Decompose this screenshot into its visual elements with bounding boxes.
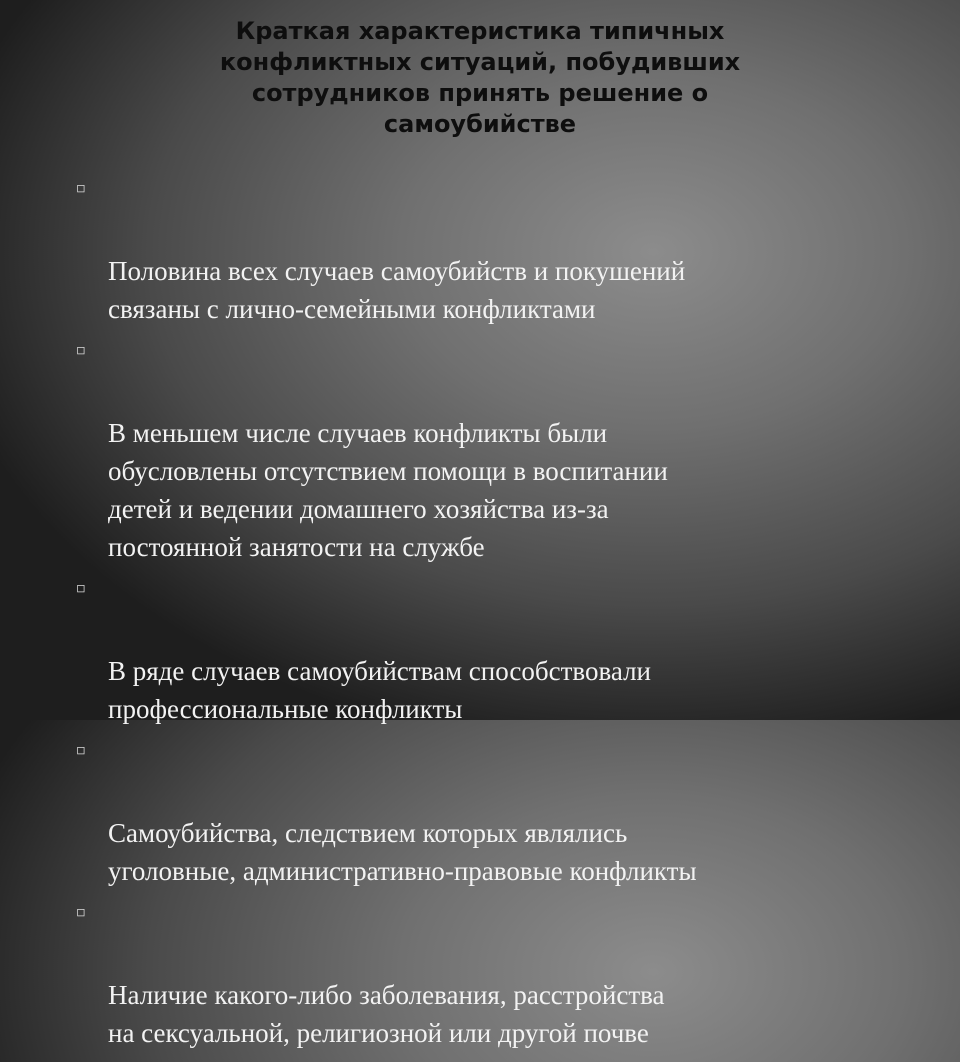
square-bullet-icon: ◽ [76,905,86,920]
bullet-text: В ряде случаев самоубийствам способствовали профессиональные конфликты [108,656,651,724]
bullet-item [74,338,894,566]
square-bullet-icon: ◽ [76,343,86,358]
bullet-item [74,576,894,728]
bullet-text: Наличие какого-либо заболевания, расстройства на сексуальной, религиозной или другой почве [108,980,665,1048]
square-bullet-icon: ◽ [76,581,86,596]
bullet-item [74,900,894,1052]
square-bullet-icon: ◽ [76,743,86,758]
square-bullet-icon: ◽ [76,181,86,196]
bullet-text: Половина всех случаев самоубийств и покушений связаны с лично-семейными конфликтами [108,256,686,324]
bullet-item [74,738,894,890]
bullet-list [74,176,894,1062]
slide-title: Краткая характеристика типичных конфликтных ситуаций, побудивших сотрудников принять решение о самоубийстве [219,17,741,138]
bullet-text: В меньшем числе случаев конфликты были обусловлены отсутствием помощи в воспитании детей и ведении домашнего хозяйства из-за постоянной занятости на службе [108,418,668,562]
bullet-text: Самоубийства, следствием которых являлись уголовные, административно-правовые конфликты [108,818,697,886]
bullet-item [74,176,894,328]
